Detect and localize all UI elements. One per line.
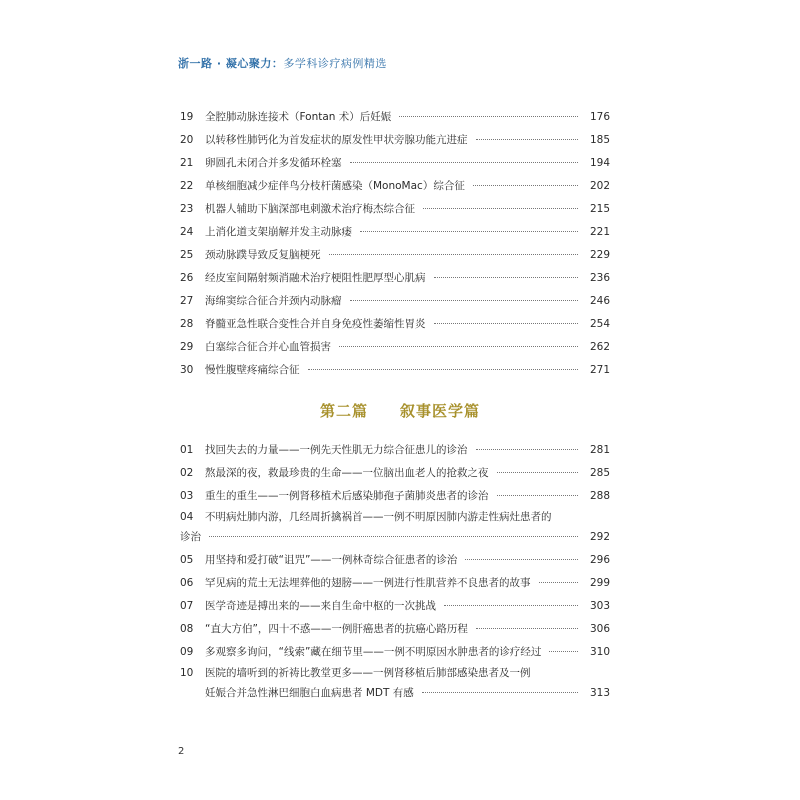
toc-entry[interactable] — [180, 313, 610, 336]
dot-leader — [434, 277, 579, 278]
dot-leader — [434, 323, 579, 324]
entry-title: “直大方伯”，四十不惑——一例肝癌患者的抗癌心路历程 — [205, 623, 468, 635]
toc-entry[interactable] — [180, 175, 610, 198]
entry-number: 30 — [180, 364, 194, 376]
dot-leader — [308, 369, 579, 370]
entry-page: 306 — [589, 623, 610, 635]
toc-entry[interactable] — [180, 359, 610, 382]
entry-number: 08 — [180, 623, 194, 635]
toc-entry[interactable] — [180, 508, 610, 549]
running-header — [178, 55, 387, 71]
entry-title: 多观察多询问，“线索”藏在细节里——一例不明原因水肿患者的诊疗经过 — [205, 646, 542, 658]
toc-entry[interactable] — [180, 618, 610, 641]
entry-title: 白塞综合征合并心血管损害 — [205, 341, 331, 353]
entry-page: 229 — [589, 249, 610, 261]
entry-page: 310 — [589, 646, 610, 658]
entry-number: 28 — [180, 318, 194, 330]
entry-title: 经皮室间隔射频消融术治疗梗阻性肥厚型心肌病 — [205, 272, 426, 284]
entry-title: 用坚持和爱打破“诅咒”——一例林奇综合征患者的诊治 — [205, 554, 458, 566]
entry-title: 海绵窦综合征合并颈内动脉瘤 — [205, 295, 342, 307]
entry-number: 21 — [180, 157, 194, 169]
entry-number: 25 — [180, 249, 194, 261]
entry-page: 313 — [589, 687, 610, 699]
entry-page: 271 — [589, 364, 610, 376]
toc-entry[interactable] — [180, 152, 610, 175]
entry-number: 02 — [180, 467, 194, 479]
entry-page: 285 — [589, 467, 610, 479]
entry-number: 09 — [180, 646, 194, 658]
entry-page: 221 — [589, 226, 610, 238]
dot-leader — [476, 139, 579, 140]
dot-leader — [329, 254, 579, 255]
entry-page: 176 — [589, 111, 610, 123]
toc-entry[interactable] — [180, 439, 610, 462]
toc-entry[interactable] — [180, 485, 610, 508]
dot-leader — [360, 231, 578, 232]
toc-entry[interactable] — [180, 595, 610, 618]
dot-leader — [476, 449, 579, 450]
entry-page: 262 — [589, 341, 610, 353]
toc-part2-list — [180, 439, 610, 705]
toc-entry[interactable] — [180, 244, 610, 267]
toc-entry[interactable] — [180, 290, 610, 313]
entry-number: 10 — [180, 667, 194, 679]
entry-number: 07 — [180, 600, 194, 612]
entry-title-continued: 诊治 — [180, 531, 201, 543]
entry-title: 重生的重生——一例肾移植术后感染肺孢子菌肺炎患者的诊治 — [205, 490, 489, 502]
dot-leader — [444, 605, 578, 606]
entry-number: 06 — [180, 577, 194, 589]
entry-page: 185 — [589, 134, 610, 146]
entry-number: 03 — [180, 490, 194, 502]
entry-title: 卵圆孔未闭合并多发循环栓塞 — [205, 157, 342, 169]
footer-page-number: 2 — [178, 746, 185, 757]
toc-entry[interactable] — [180, 267, 610, 290]
dot-leader — [539, 582, 579, 583]
entry-page: 202 — [589, 180, 610, 192]
dot-leader — [350, 300, 579, 301]
header-brand: 浙一路 · 凝心聚力： — [178, 57, 284, 70]
entry-title: 颈动脉蹼导致反复脑梗死 — [205, 249, 321, 261]
entry-page: 303 — [589, 600, 610, 612]
dot-leader — [422, 692, 578, 693]
toc-entry[interactable] — [180, 549, 610, 572]
entry-title: 脊髓亚急性联合变性合并自身免疫性萎缩性胃炎 — [205, 318, 426, 330]
dot-leader — [339, 346, 578, 347]
entry-number: 20 — [180, 134, 194, 146]
entry-page: 299 — [589, 577, 610, 589]
entry-number: 29 — [180, 341, 194, 353]
entry-number: 19 — [180, 111, 194, 123]
entry-page: 254 — [589, 318, 610, 330]
toc-entry[interactable] — [180, 129, 610, 152]
toc-entry[interactable] — [180, 572, 610, 595]
dot-leader — [423, 208, 578, 209]
entry-title-continued: 妊娠合并急性淋巴细胞白血病患者 MDT 有感 — [205, 687, 414, 699]
entry-title: 全腔肺动脉连接术（Fontan 术）后妊娠 — [205, 111, 392, 123]
entry-number: 04 — [180, 511, 194, 523]
dot-leader — [497, 472, 579, 473]
entry-number: 05 — [180, 554, 194, 566]
entry-title: 找回失去的力量——一例先天性肌无力综合征患儿的诊治 — [205, 444, 468, 456]
dot-leader — [399, 116, 578, 117]
entry-title: 熬最深的夜，救最珍贵的生命——一位脑出血老人的抢救之夜 — [205, 467, 489, 479]
entry-title: 罕见病的荒土无法埋葬他的翅膀——一例进行性肌营养不良患者的故事 — [205, 577, 531, 589]
entry-title: 以转移性肺钙化为首发症状的原发性甲状旁腺功能亢进症 — [205, 134, 468, 146]
entry-number: 24 — [180, 226, 194, 238]
entry-title: 不明病灶肺内游，几经周折擒祸首——一例不明原因肺内游走性病灶患者的 — [205, 511, 552, 523]
dot-leader — [209, 536, 578, 537]
entry-page: 246 — [589, 295, 610, 307]
entry-title: 单核细胞减少症伴鸟分枝杆菌感染（MonoMac）综合征 — [205, 180, 465, 192]
toc-part1-list — [180, 106, 610, 382]
header-subtitle: 多学科诊疗病例精选 — [283, 57, 387, 70]
toc-entry[interactable] — [180, 462, 610, 485]
entry-page: 194 — [589, 157, 610, 169]
entry-number: 23 — [180, 203, 194, 215]
dot-leader — [350, 162, 579, 163]
part-label: 第二篇 — [319, 402, 368, 420]
dot-leader — [473, 185, 578, 186]
toc-entry[interactable] — [180, 198, 610, 221]
dot-leader — [549, 651, 578, 652]
dot-leader — [497, 495, 579, 496]
toc-entry[interactable] — [180, 336, 610, 359]
entry-number: 01 — [180, 444, 194, 456]
entry-page: 288 — [589, 490, 610, 502]
toc-entry[interactable] — [180, 221, 610, 244]
entry-number: 22 — [180, 180, 194, 192]
entry-page: 236 — [589, 272, 610, 284]
entry-number: 27 — [180, 295, 194, 307]
section-heading — [0, 400, 800, 421]
entry-title: 医院的墙听到的祈祷比教堂更多——一例肾移植后肺部感染患者及一例 — [205, 667, 531, 679]
entry-page: 281 — [589, 444, 610, 456]
entry-title: 医学奇迹是搏出来的——来自生命中枢的一次挑战 — [205, 600, 436, 612]
dot-leader — [476, 628, 578, 629]
toc-entry[interactable] — [180, 641, 610, 664]
entry-page: 215 — [589, 203, 610, 215]
entry-title: 慢性腹壁疼痛综合征 — [205, 364, 300, 376]
part-title: 叙事医学篇 — [400, 402, 481, 420]
toc-entry[interactable] — [180, 106, 610, 129]
entry-page: 296 — [589, 554, 610, 566]
entry-number: 26 — [180, 272, 194, 284]
toc-entry[interactable] — [180, 664, 610, 705]
entry-page: 292 — [589, 531, 610, 543]
entry-title: 上消化道支架崩解并发主动脉瘘 — [205, 226, 352, 238]
entry-title: 机器人辅助下脑深部电刺激术治疗梅杰综合征 — [205, 203, 415, 215]
dot-leader — [465, 559, 578, 560]
